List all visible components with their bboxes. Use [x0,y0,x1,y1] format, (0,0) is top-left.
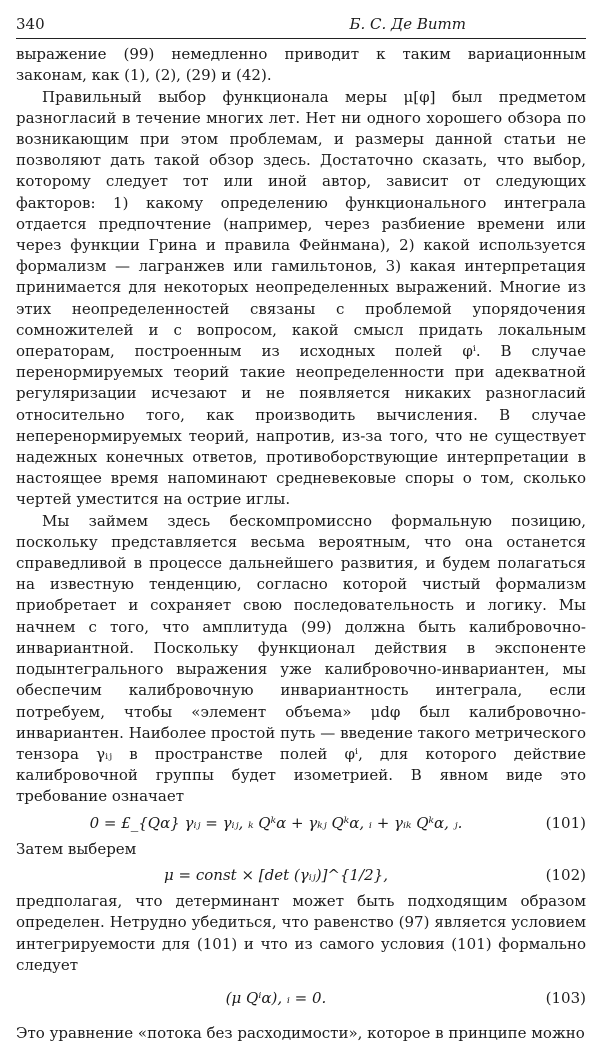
equation-102 [16,865,586,886]
page-number: 340 [16,15,45,33]
equation-102-formula: μ = const × [det (γᵢⱼ)]^{1/2}, [164,865,388,884]
equation-102-number: (102) [545,865,586,884]
paragraph-1: выражение (99) немедленно приводит к таким вариационным законам, как (1), (2), (29) и (42). [16,45,586,85]
paragraph-3: Мы займем здесь бескомпромиссно формальную позицию, поскольку представляется весьма вероятным, что она останется справедливой в процессе дальнейшего развития, и будем полагаться на известную тенденцию, согласно которой чистый формализм приобретает и сохраняет свою последовательность и логику. Мы начнем с того, что амплитуда (99) должна быть калибровочно-инвариантной. Поскольку функционал действия в экспоненте подынтегрального выражения уже калибровочно-инвариантен, мы обеспечим калибровочную инвариантность интеграла, если потребуем, чтобы «элемент объема» μdφ был калибровочно-инвариантен. Наиболее простой путь — введение такого метрического тензора γᵢⱼ в пространстве полей φⁱ, для которого действие калибровочной группы будет изометрией. В явном виде это требование означает [16,511,586,806]
text-then-choose: Затем выберем [16,839,137,858]
equation-101-formula: 0 = £_{Qα} γᵢⱼ = γᵢⱼ, ₖ Qᵏα + γₖⱼ Qᵏα, ᵢ + γᵢₖ Qᵏα, ⱼ. [89,813,463,832]
equation-101 [16,813,586,834]
text-assuming: предполагая, что детерминант может быть подходящим образом определен. Нетрудно убедиться, что равенство (97) является условием интегрируемости для (101) и что из самого условия (101) формально следует [16,892,586,974]
running-head-author: Б. С. Де Витт [349,15,466,33]
equation-101-number: (101) [545,813,586,832]
paragraph-2: Правильный выбор функционала меры μ[φ] был предметом разногласий в течение многих лет. Нет ни одного хорошего обзора по возникающим при этом проблемам, и размеры данной статьи не позволяют дать такой обзор здесь. Достаточно сказать, что выбор, которому следует тот или иной автор, зависит от следующих факторов: 1) какому определению функционального интеграла отдается предпочтение (например, через разбиение времени или через функции Грина и правила Фейнмана), 2) какой используется формализм — лагранжев или гамильтонов, 3) какая интерпретация принимается для некоторых неопределенных выражений. Многие из этих неопределенностей связаны с проблемой упорядочения сомножителей и с вопросом, какой смысл придать локальным операторам, построенным из исходных полей φⁱ. В случае перенормируемых теорий такие неопределенности при адекватной регуляризации исчезают и не появляется никаких разногласий относительно того, как производить вычисления. В случае неперенормируемых теорий, напротив, из-за того, что не существует надежных конечных ответов, противоборствующие интерпретации в настоящее время напоминают средневековые споры о том, сколько чертей уместится на острие иглы. [16,87,586,509]
text-last-line: Это уравнение «потока без расходимости», которое в принципе можно [16,1024,585,1043]
equation-103-number: (103) [545,988,586,1007]
running-header [16,14,586,39]
equation-103 [16,988,586,1009]
equation-103-formula: (μ Qⁱα), ᵢ = 0. [225,988,327,1007]
